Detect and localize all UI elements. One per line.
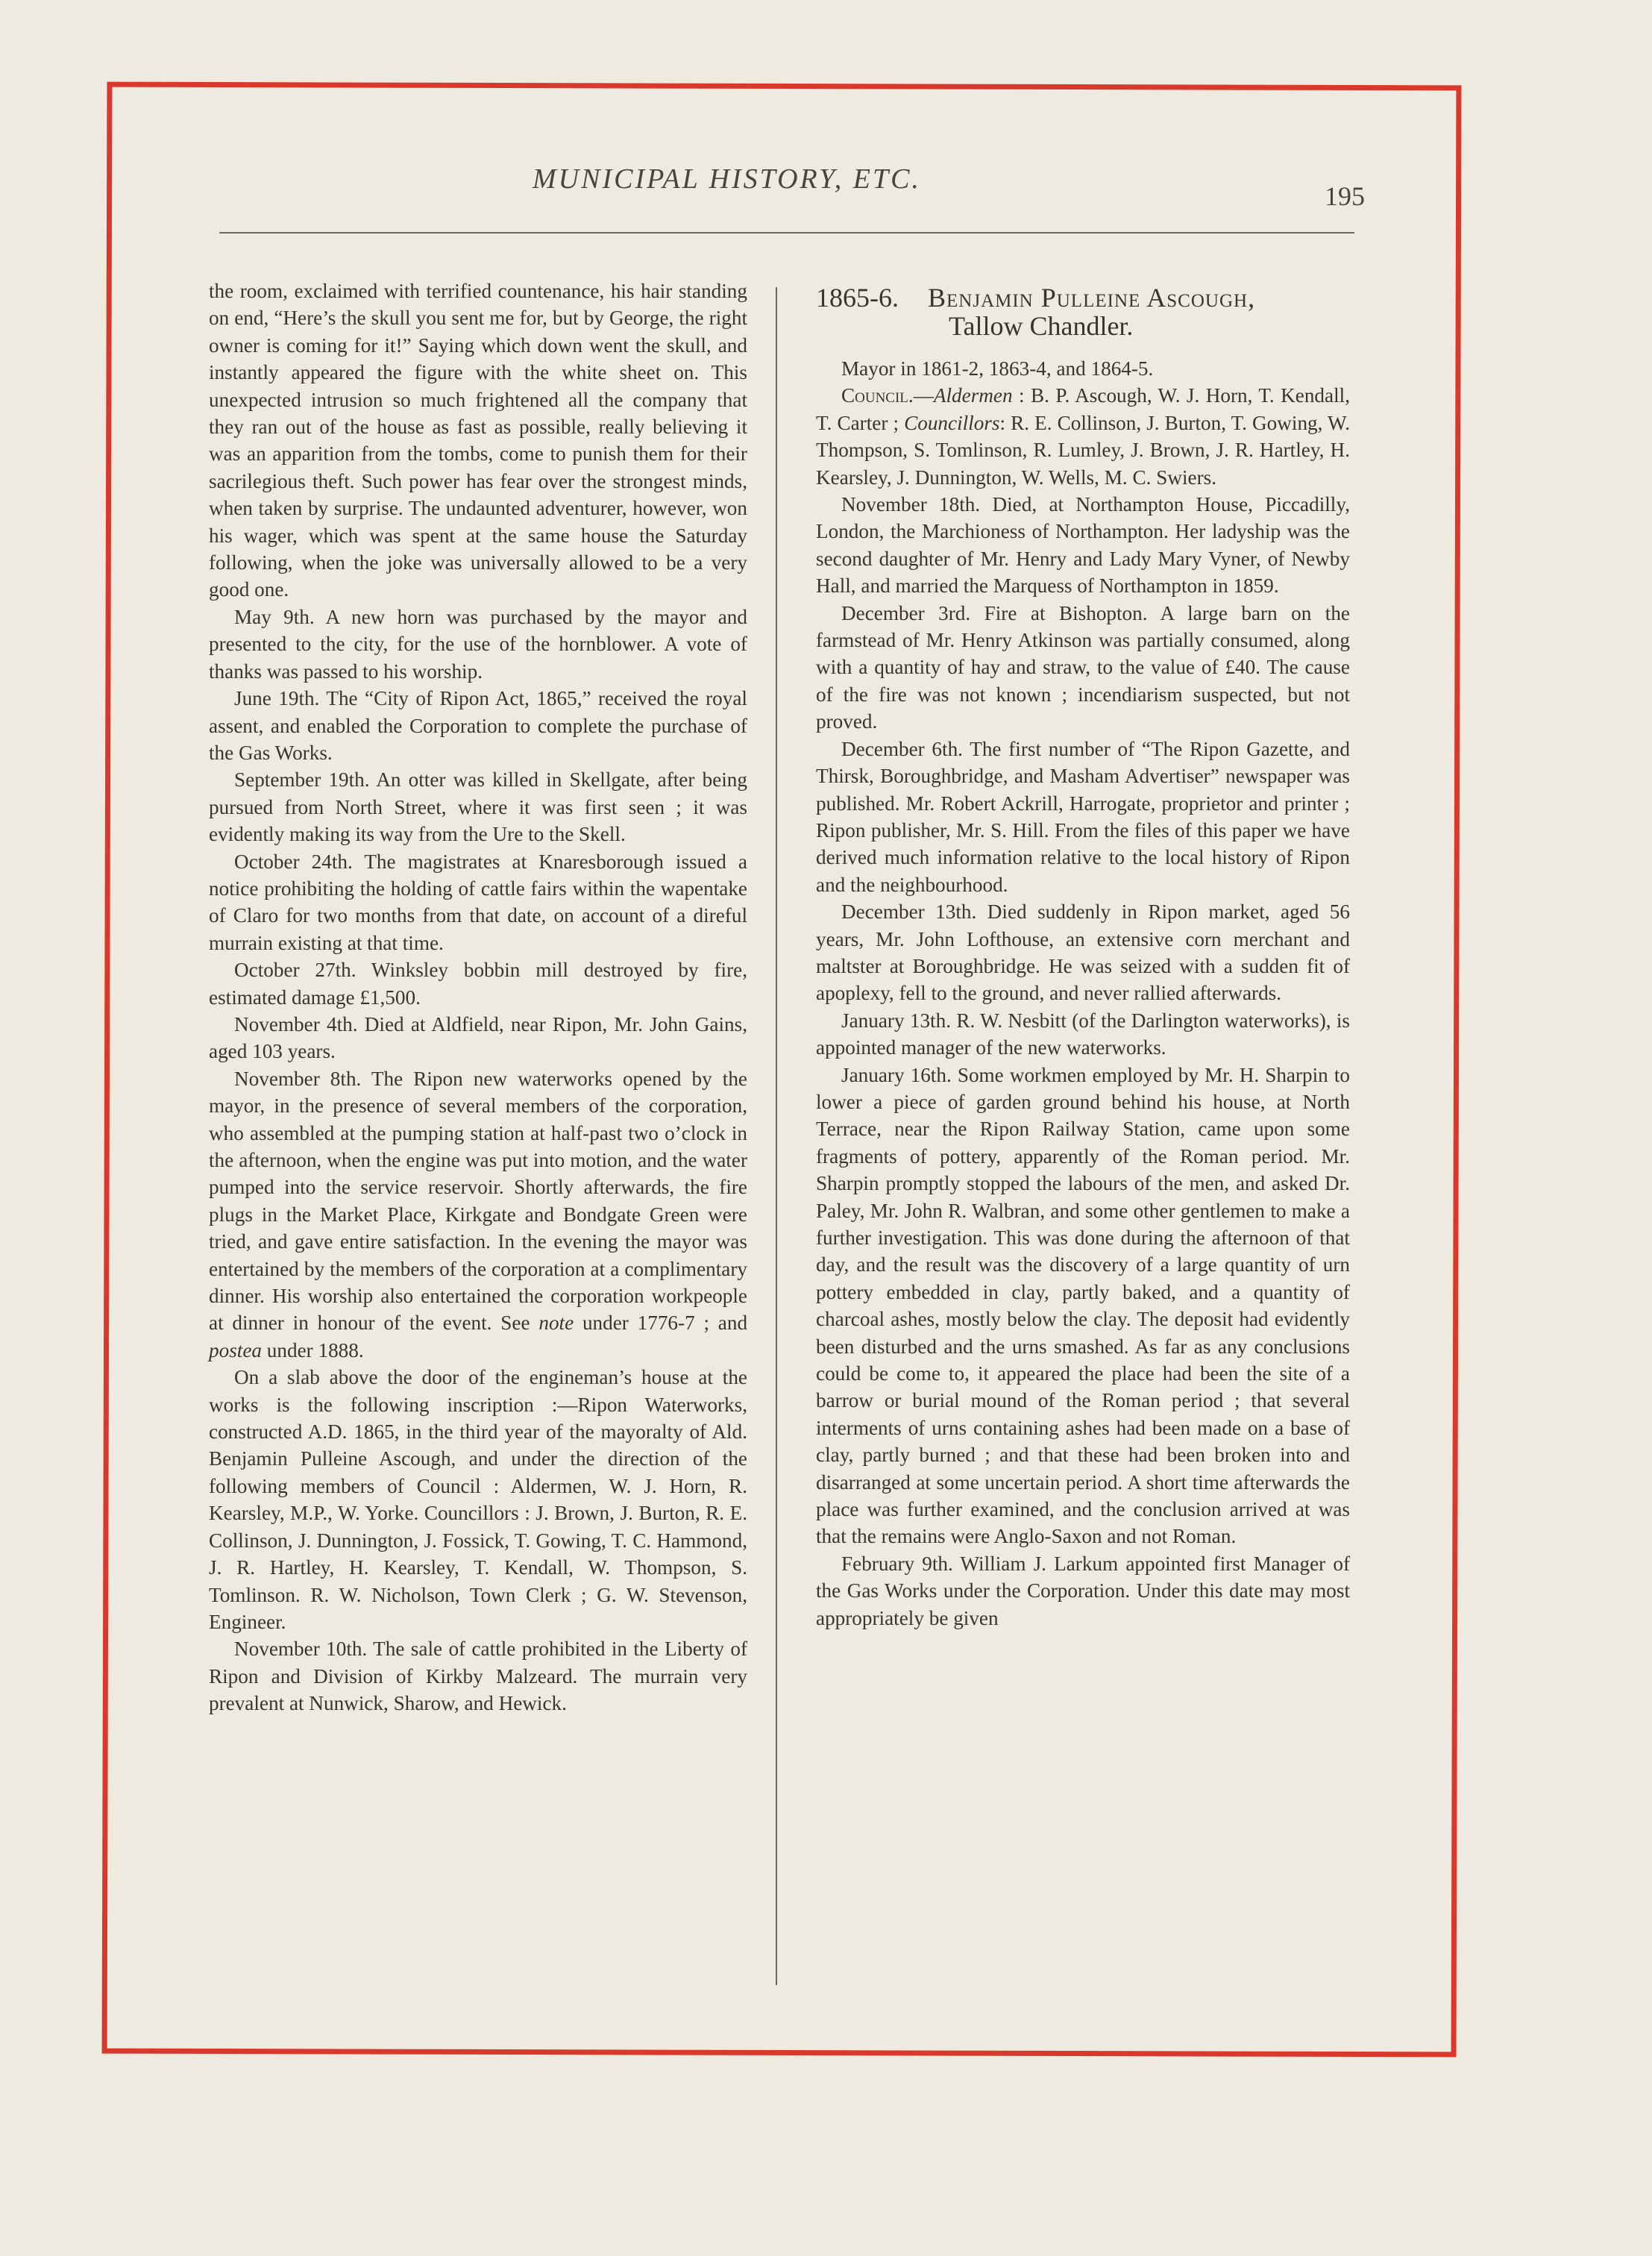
see-note: note (538, 1312, 574, 1335)
paragraph: the room, exclaimed with terrified countenance, his hair standing on end, “Here’s the skull you sent me for, but by George, the right owner is coming for it!” Saying which down went the skull, and instantly appeared the figure with the white sheet on. This unexpected intrusion so much frightened all the company that they ran out of the house as fast as possible, really believing it was an apparition from the tombs, come to punish them for their sacrilegious theft. Such power has fear over the strongest minds, when taken by surprise. The undaunted adventurer, however, won his wager, which was spent at the same house the Saturday following, when the joke was universally allowed to be a very good one. (209, 280, 747, 601)
paragraph: January 16th. Some workmen employed by Mr. H. Sharpin to lower a piece of garden ground behind his house, at North Terrace, near the Ripon Railway Station, came upon some fragments of pottery, apparently of the Roman period. Mr. Sharpin promptly stopped the labours of the men, and asked Dr. Paley, Mr. John R. Walbran, and some other gentlemen to make a further investigation. This was done during the afternoon of that day, and the result was the discovery of a large quantity of urn pottery embedded in clay, partly baked, and a quantity of charcoal ashes, mostly below the clay. The deposit had evidently been disturbed and the urns smashed. As far as any conclusions could be come to, it appeared the place had been the site of a barrow or burial mound of the Roman period ; that several interments of urns containing ashes had been made on a base of clay, partly burned ; and that these had been broken into and disarranged at some uncertain period. A short time afterwards the place was further examined, and the conclusion arrived at was that the remains were Anglo-Saxon and not Roman. (816, 1063, 1350, 1548)
see-prefix: See (500, 1312, 530, 1335)
paragraph: February 9th. William J. Larkum appointed first Manager of the Gas Works under the Corporation. Under this date may most appropriately be given (816, 1552, 1350, 1629)
see-postea: postea (209, 1338, 262, 1362)
see-suffix: under 1888. (266, 1338, 364, 1362)
paragraph-text: November 8th. The Ripon new waterworks opened by the mayor, in the presence of several members of the corporation, who assembled at the pumping station at half-past two o’clock in the afternoon, when the engine was put into motion, and the water pumped into the service reservoir. Shortly afterwards, the fire plugs in the Market Place, Kirkgate and Bondgate Green were tried, and gave entire satisfaction. In the evening the mayor was entertained by the members of the corporation at a complimentary dinner. His worship also entertained the corporation workpeople at dinner in honour of the event. (209, 1067, 747, 1335)
paragraph: December 3rd. Fire at Bishopton. A large barn on the farmstead of Mr. Henry Atkinson was partially consumed, along with a quantity of hay and straw, to the value of £40. The cause of the fire was not known ; incendiarism suspected, but not proved. (816, 601, 1350, 733)
paragraph: October 24th. The magistrates at Knaresborough issued a notice prohibiting the holding of cattle fairs within the wapentake of Claro for two months from that date, on account of a direful murrain existing at that time. (209, 850, 747, 954)
paragraph: September 19th. An otter was killed in Skellgate, after being pursued from North Street, where it was first seen ; it was evidently making its way from the Ure to the Skell. (209, 768, 747, 846)
entry-year: 1865-6. (816, 283, 899, 313)
page-number: 195 (1325, 181, 1365, 211)
aldermen-names: : B. P. Ascough, W. J. Horn, T. Kendall, T. Carter ; (816, 384, 1350, 434)
right-column (816, 283, 1350, 1632)
entry-trade: Tallow Chandler. (949, 311, 1134, 341)
column-divider (776, 287, 777, 1985)
paragraph: November 18th. Died, at Northampton House, Piccadilly, London, the Marchioness of Northampton. Her ladyship was the second daughter of Mr. Henry and Lady Mary Vyner, of Newby Hall, and married the Marquess of Northampton in 1859. (816, 493, 1350, 598)
councillors-names: : R. E. Collinson, J. Burton, T. Gowing, W. Thompson, S. Tomlinson, R. Lumley, J. Brown, J. R. Hartley, H. Kearsley, J. Dunnington, W. Wells, M. C. Swiers. (816, 411, 1350, 489)
paragraph-waterworks (209, 1065, 747, 1364)
council-list: Council.—Aldermen : B. P. Ascough, W. J. Horn, T. Kendall, T. Carter ; Councillors: R. E. Collinson, J. Burton, T. Gowing, W. Thompson, S. Tomlinson, R. Lumley, J. Brown, J. R. Hartley, H. Kearsley, J. Dunnington, W. Wells, M. C. Swiers. (816, 384, 1350, 489)
paragraph: December 6th. The first number of “The Ripon Gazette, and Thirsk, Boroughbridge, and Masham Advertiser” newspaper was published. Mr. Robert Ackrill, Harrogate, proprietor and printer ; Ripon publisher, Mr. S. Hill. From the files of this paper we have derived much information relative to the local history of Ripon and the neighbourhood. (816, 737, 1350, 896)
see-middle: under 1776-7 ; and (582, 1312, 748, 1335)
header-rule (219, 232, 1354, 234)
paragraph: November 10th. The sale of cattle prohibited in the Liberty of Ripon and Division of Kirkby Malzeard. The murrain very prevalent at Nunwick, Sharow, and Hewick. (209, 1638, 747, 1715)
council-label: Council. (841, 384, 914, 407)
paragraph: December 13th. Died suddenly in Ripon market, aged 56 years, Mr. John Lofthouse, an extensive corn merchant and maltster at Boroughbridge. He was seized with a sudden fit of apoplexy, fell to the ground, and never rallied afterwards. (816, 900, 1350, 1005)
aldermen-label: Aldermen (933, 384, 1013, 407)
left-column (209, 278, 747, 1717)
paragraph: January 13th. R. W. Nesbitt (of the Darlington waterworks), is appointed manager of the new waterworks. (816, 1009, 1350, 1059)
running-head: MUNICIPAL HISTORY, ETC. (533, 163, 921, 195)
paragraph: May 9th. A new horn was purchased by the mayor and presented to the city, for the use of the hornblower. A vote of thanks was passed to his worship. (209, 605, 747, 683)
paragraph: November 4th. Died at Aldfield, near Ripon, Mr. John Gains, aged 103 years. (209, 1012, 747, 1063)
paragraph: On a slab above the door of the engineman’s house at the works is the following inscription :—Ripon Waterworks, constructed A.D. 1865, in the third year of the mayoralty of Ald. Benjamin Pulleine Ascough, and under the direction of the following members of Council : Aldermen, W. J. Horn, R. Kearsley, M.P., W. Yorke. Councillors : J. Brown, J. Burton, R. E. Collinson, J. Dunnington, J. Fossick, T. Gowing, T. C. Hammond, J. R. Hartley, H. Kearsley, T. Kendall, W. Thompson, S. Tomlinson. R. W. Nicholson, Town Clerk ; G. W. Stevenson, Engineer. (209, 1366, 747, 1633)
mayor-terms: Mayor in 1861-2, 1863-4, and 1864-5. (841, 357, 1154, 380)
councillors-label: Councillors (904, 411, 1000, 434)
paragraph: October 27th. Winksley bobbin mill destroyed by fire, estimated damage £1,500. (209, 959, 747, 1009)
paragraph: June 19th. The “City of Ripon Act, 1865,” received the royal assent, and enabled the Corporation to complete the purchase of the Gas Works. (209, 687, 747, 764)
mayor-entry-heading (816, 283, 1350, 340)
entry-name: Benjamin Pulleine Ascough, (928, 283, 1256, 313)
